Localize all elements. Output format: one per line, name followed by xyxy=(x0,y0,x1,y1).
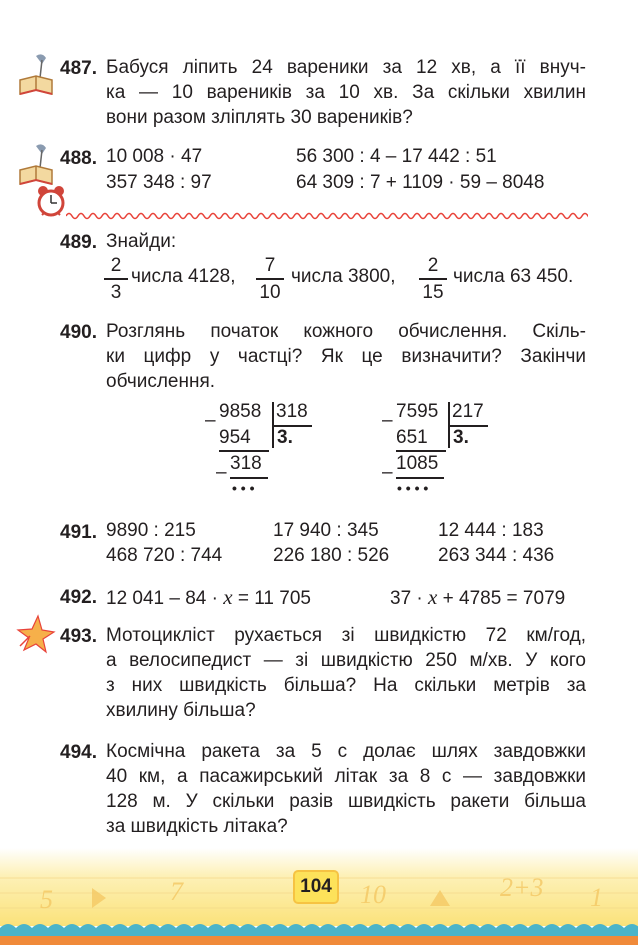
numerator: 2 xyxy=(110,255,122,276)
denominator: 3 xyxy=(110,281,122,303)
problem-text-line: вони разом зліплять 30 вареників? xyxy=(106,107,413,128)
equation xyxy=(106,585,311,610)
continuation-dots: • • • xyxy=(232,480,255,496)
subtrahend: 954 xyxy=(219,427,251,448)
expression: 17 940 : 345 xyxy=(273,520,379,541)
problem-text-line: за швидкість літака? xyxy=(106,816,288,837)
svg-text:5: 5 xyxy=(40,885,53,914)
problem-number: 490. xyxy=(60,322,97,343)
wavy-divider xyxy=(66,210,588,222)
book-lamp-icon xyxy=(18,52,58,98)
dividend: 9858 xyxy=(219,401,262,422)
fraction-text: числа 3800, xyxy=(291,266,396,287)
svg-text:10: 10 xyxy=(360,880,386,909)
numerator: 7 xyxy=(264,255,276,276)
remainder: 1085 xyxy=(396,453,439,474)
expression: 263 344 : 436 xyxy=(438,545,555,566)
fraction xyxy=(256,254,284,304)
problem-text-line: Розглянь початок кожного обчислення. Скіль- xyxy=(106,321,586,342)
quotient: 3. xyxy=(453,427,469,448)
problem-text-line: 128 м. У скільки разів швидкість ракети більша xyxy=(106,791,586,812)
continuation-dots: • • • • xyxy=(397,480,429,496)
denominator: 10 xyxy=(259,281,281,303)
problem-number: 491. xyxy=(60,522,97,543)
problem-number: 493. xyxy=(60,626,97,647)
problem-text-line: Космічна ракета за 5 с долає шлях завдовжки xyxy=(106,741,586,762)
problem-number: 494. xyxy=(60,742,97,763)
minus-sign: – xyxy=(382,462,393,483)
equation-part: + 4785 = 7079 xyxy=(437,588,566,609)
expression: 468 720 : 744 xyxy=(106,545,223,566)
minus-sign: – xyxy=(382,410,393,431)
expression: 10 008 · 47 xyxy=(106,146,203,167)
equation-part: = 11 705 xyxy=(232,588,311,609)
expression: 12 444 : 183 xyxy=(438,520,544,541)
remainder: 318 xyxy=(230,453,262,474)
equation-part: 37 · xyxy=(390,588,429,609)
divisor: 217 xyxy=(452,401,484,422)
subtrahend: 651 xyxy=(396,427,428,448)
numerator: 2 xyxy=(427,255,439,276)
book-lamp-icon xyxy=(18,142,58,188)
problem-text-line: ки цифр у частці? Як це визначити? Закінчи xyxy=(106,346,586,367)
problem-number: 487. xyxy=(60,58,97,79)
divisor: 318 xyxy=(276,401,308,422)
svg-text:2+3: 2+3 xyxy=(500,873,544,902)
problem-text-line: 40 км, а пасажирський літак за 8 с — завдовжки xyxy=(106,766,586,787)
quotient: 3. xyxy=(277,427,293,448)
problem-prompt: Знайди: xyxy=(106,231,177,252)
minus-sign: – xyxy=(216,462,227,483)
fraction-text: числа 4128, xyxy=(131,266,236,287)
problem-text-line: з них швидкість більша? На скільки метрів за xyxy=(106,675,586,696)
variable: x xyxy=(428,585,438,609)
fraction xyxy=(419,254,447,304)
svg-text:1: 1 xyxy=(590,883,603,912)
problem-number: 489. xyxy=(60,232,97,253)
problem-text-line: а велосипедист — зі швидкістю 250 м/хв. У кого xyxy=(106,650,586,671)
expression: 56 300 : 4 – 17 442 : 51 xyxy=(296,146,497,167)
page-number: 104 xyxy=(295,872,337,902)
problem-text-line: хвилину більша? xyxy=(106,700,256,721)
expression: 64 309 : 7 + 1109 · 59 – 8048 xyxy=(296,172,545,193)
dividend: 7595 xyxy=(396,401,439,422)
expression: 226 180 : 526 xyxy=(273,545,390,566)
minus-sign: – xyxy=(205,410,216,431)
problem-number: 492. xyxy=(60,587,97,608)
denominator: 15 xyxy=(422,281,444,303)
svg-text:7: 7 xyxy=(170,877,183,906)
alarm-clock-icon xyxy=(34,184,68,218)
variable: x xyxy=(223,585,233,609)
equation xyxy=(390,585,565,610)
problem-text-line: Бабуся ліпить 24 вареники за 12 хв, а її внуч- xyxy=(106,57,586,78)
problem-text-line: Мотоцикліст рухається зі швидкістю 72 км/год, xyxy=(106,625,586,646)
fraction xyxy=(104,254,128,304)
fraction-text: числа 63 450. xyxy=(453,266,574,287)
expression: 9890 : 215 xyxy=(106,520,196,541)
expression: 357 348 : 97 xyxy=(106,172,212,193)
equation-part: 12 041 – 84 · xyxy=(106,588,224,609)
problem-text-line: ка — 10 вареників за 10 хв. За скільки хвилин xyxy=(106,82,586,103)
problem-number: 488. xyxy=(60,148,97,169)
star-icon xyxy=(16,614,56,654)
problem-text-line: обчислення. xyxy=(106,371,216,392)
